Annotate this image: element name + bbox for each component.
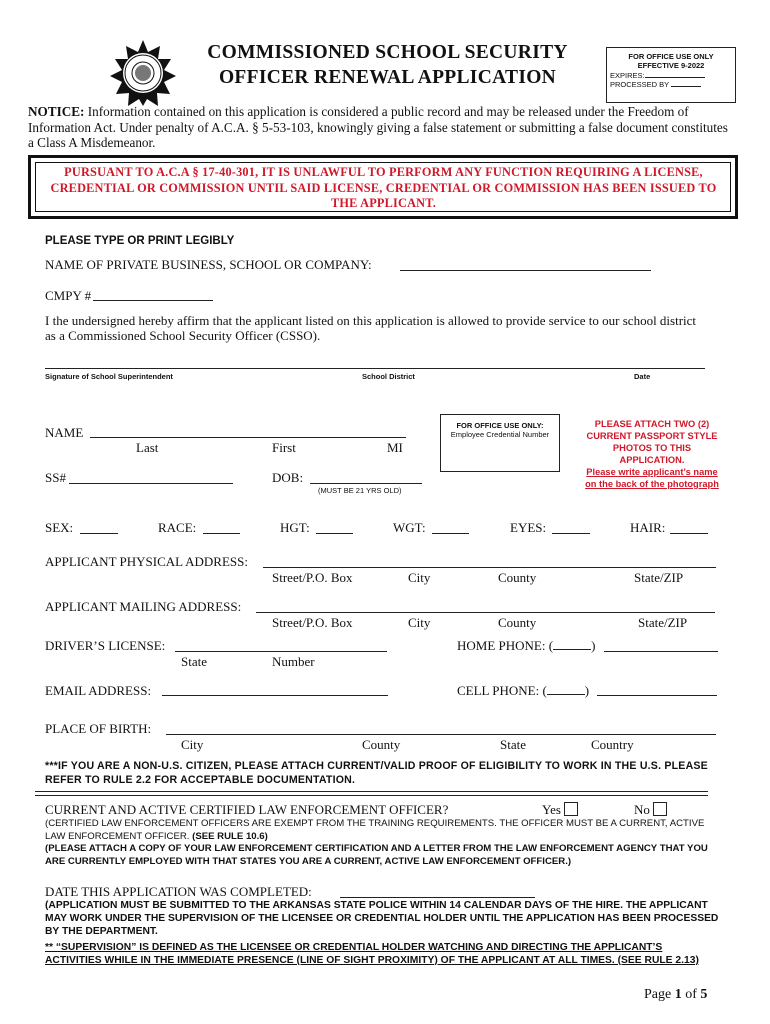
supervision-note: ** “SUPERVISION” IS DEFINED AS THE LICENSEE OR CREDENTIAL HOLDER WATCHING AND DIRECTING THE APPLICANT’S ACTIVITIES WHILE IN THE IMMEDIATE PRESENCE (LINE OF SIGHT PROXIMITY) OF THE APPLICANT AT ALL TIMES. (SEE RULE 2.13) [45,942,699,966]
expires-field[interactable] [645,77,705,78]
photo-line-3: PHOTOS TO THIS [612,443,692,453]
mailing-street-label: Street/P.O. Box [272,615,353,630]
birth-state-label: State [500,737,526,752]
warning-text: PURSUANT TO A.C.A § 17-40-301, IT IS UNLAWFUL TO PERFORM ANY FUNCTION REQUIRING A LICENSE, CREDENTIAL OR COMMISSION UNTIL SAID LICENSE, CREDENTIAL OR COMMISSION HAS BEEN ISSUED TO THE APPLICANT. [50,165,717,210]
ssn-label: SS# [45,470,66,485]
name-mi-label: MI [387,440,403,455]
employee-credential-label: Employee Credential Number [450,430,550,439]
signature-line[interactable] [45,368,705,369]
home-phone-field[interactable] [604,651,718,652]
date-completed-field[interactable] [340,897,535,898]
wgt-field[interactable] [432,533,469,534]
form-title-line2: OFFICER RENEWAL APPLICATION [218,67,557,88]
sex-label: SEX: [45,520,74,535]
physical-statezip-label: State/ZIP [634,570,684,585]
home-phone-label: HOME PHONE: ( ) [457,638,596,653]
physical-address-field[interactable] [263,567,716,568]
name-field[interactable] [90,437,406,438]
processed-by-field[interactable] [671,86,701,87]
drivers-license-field[interactable] [175,651,387,652]
hgt-label: HGT: [280,520,310,535]
dob-label: DOB: [272,470,304,485]
leo-exempt-note: (CERTIFIED LAW ENFORCEMENT OFFICERS ARE EXEMPT FROM THE TRAINING REQUIREMENTS. THE OFFICER MUST BE A CURRENT, ACTIVE LAW ENFORCEMENT OFFICER. (SEE RULE 10.6) [45,818,705,842]
email-field[interactable] [162,695,388,696]
leo-no-option[interactable]: No [634,802,667,818]
cmpy-field[interactable] [93,300,213,301]
office-use-box [606,47,736,103]
eyes-label: EYES: [510,520,547,535]
processed-by-label: PROCESSED BY [610,80,670,89]
race-field[interactable] [203,533,240,534]
section-divider [35,791,708,796]
submission-note: (APPLICATION MUST BE SUBMITTED TO THE ARKANSAS STATE POLICE WITHIN 14 CALENDAR DAYS OF THE HIRE. THE APPLICANT MAY WORK UNDER THE SUPERVISION OF THE LICENSEE OR CREDENTIAL HOLDER UNTIL THE APPLICATION HAS BEEN PROCESSED BY THE DEPARTMENT. [45,900,719,937]
mailing-address-field[interactable] [256,612,715,613]
notice-label: NOTICE: [28,104,85,119]
cell-phone-field[interactable] [597,695,717,696]
mailing-address-label: APPLICANT MAILING ADDRESS: [45,599,242,614]
business-name-field[interactable] [400,270,651,271]
eyes-field[interactable] [552,533,590,534]
business-name-label: NAME OF PRIVATE BUSINESS, SCHOOL OR COMPANY: [45,257,372,272]
photo-line-4: APPLICATION. [619,455,685,465]
mailing-city-label: City [408,615,431,630]
drivers-license-label: DRIVER’S LICENSE: [45,638,166,653]
cell-phone-label: CELL PHONE: ( ) [457,683,590,698]
affirm-paragraph: I the undersigned hereby affirm that the applicant listed on this application is allowed to provide service to our school district as a Commissioned School Security Officer (CSSO). [45,313,697,343]
birth-city-label: City [181,737,204,752]
ssn-field[interactable] [69,483,233,484]
photo-line-1: PLEASE ATTACH TWO (2) [594,419,710,429]
office-use-only-label: FOR OFFICE USE ONLY: [456,421,544,430]
email-label: EMAIL ADDRESS: [45,683,152,698]
race-label: RACE: [158,520,197,535]
expires-label: EXPIRES: [610,71,645,80]
sig-date-label: Date [634,372,651,381]
leo-yes-option[interactable]: Yes [542,802,578,818]
photo-instructions [572,418,732,490]
hair-field[interactable] [670,533,708,534]
hair-label: HAIR: [630,520,666,535]
effective-date: EFFECTIVE 9-2022 [637,61,705,70]
sig-superintendent-label: Signature of School Superintendent [45,372,173,381]
home-phone-area-code[interactable] [553,649,591,650]
cell-phone-area-code[interactable] [547,694,585,695]
leo-question: CURRENT AND ACTIVE CERTIFIED LAW ENFORCEMENT OFFICER? [45,802,449,817]
physical-street-label: Street/P.O. Box [272,570,353,585]
photo-line-2: CURRENT PASSPORT STYLE [586,431,718,441]
leo-no-checkbox[interactable] [653,802,667,816]
form-title-line1: COMMISSIONED SCHOOL SECURITY [207,42,568,63]
photo-line-5: Please write applicant’s name [586,467,718,477]
physical-county-label: County [498,570,537,585]
birth-country-label: Country [591,737,634,752]
sig-district-label: School District [362,372,415,381]
mailing-county-label: County [498,615,537,630]
wgt-label: WGT: [393,520,426,535]
name-label: NAME [45,425,84,440]
hgt-field[interactable] [316,533,353,534]
physical-address-label: APPLICANT PHYSICAL ADDRESS: [45,554,248,569]
sex-field[interactable] [80,533,118,534]
place-of-birth-label: PLACE OF BIRTH: [45,721,152,736]
notice-paragraph [28,104,728,151]
birth-county-label: County [362,737,401,752]
physical-city-label: City [408,570,431,585]
dob-note: (MUST BE 21 YRS OLD) [318,486,402,495]
page-number: Page 1 of 5 [644,987,708,1002]
dl-state-label: State [181,654,207,669]
place-of-birth-field[interactable] [166,734,716,735]
notice-text: Information contained on this application is considered a public record and may be released under the Freedom of Information Act. Under penalty of A.C.A. § 5-53-103, knowingly giving a false statement or submitting a false document constitutes a Class A Misdemeanor. [28,104,728,150]
photo-line-6: on the back of the photograph [585,479,719,489]
dl-number-label: Number [272,654,315,669]
name-first-label: First [272,440,296,455]
office-use-heading: FOR OFFICE USE ONLY [628,52,714,61]
state-police-seal [108,38,178,108]
employee-credential-box[interactable] [440,414,560,472]
leo-attach-note: (PLEASE ATTACH A COPY OF YOUR LAW ENFORCEMENT CERTIFICATION AND A LETTER FROM THE LAW ENFORCEMENT AGENCY THAT YOU ARE CURRENTLY EMPLOYED WITH THAT STATES YOU ARE A CURRENT, ACTIVE LAW ENFORCEMENT OFFICER.) [45,843,708,867]
cmpy-label: CMPY # [45,288,92,303]
date-completed-label: DATE THIS APPLICATION WAS COMPLETED: [45,884,312,899]
dob-field[interactable] [310,483,422,484]
name-last-label: Last [136,440,159,455]
print-legibly-heading: PLEASE TYPE OR PRINT LEGIBLY [45,235,235,247]
leo-yes-checkbox[interactable] [564,802,578,816]
mailing-statezip-label: State/ZIP [638,615,688,630]
non-citizen-notice: ***IF YOU ARE A NON-U.S. CITIZEN, PLEASE ATTACH CURRENT/VALID PROOF OF ELIGIBILITY TO WORK IN THE U.S. PLEASE REFER TO RULE 2.2 FOR ACCEPTABLE DOCUMENTATION. [45,760,708,786]
